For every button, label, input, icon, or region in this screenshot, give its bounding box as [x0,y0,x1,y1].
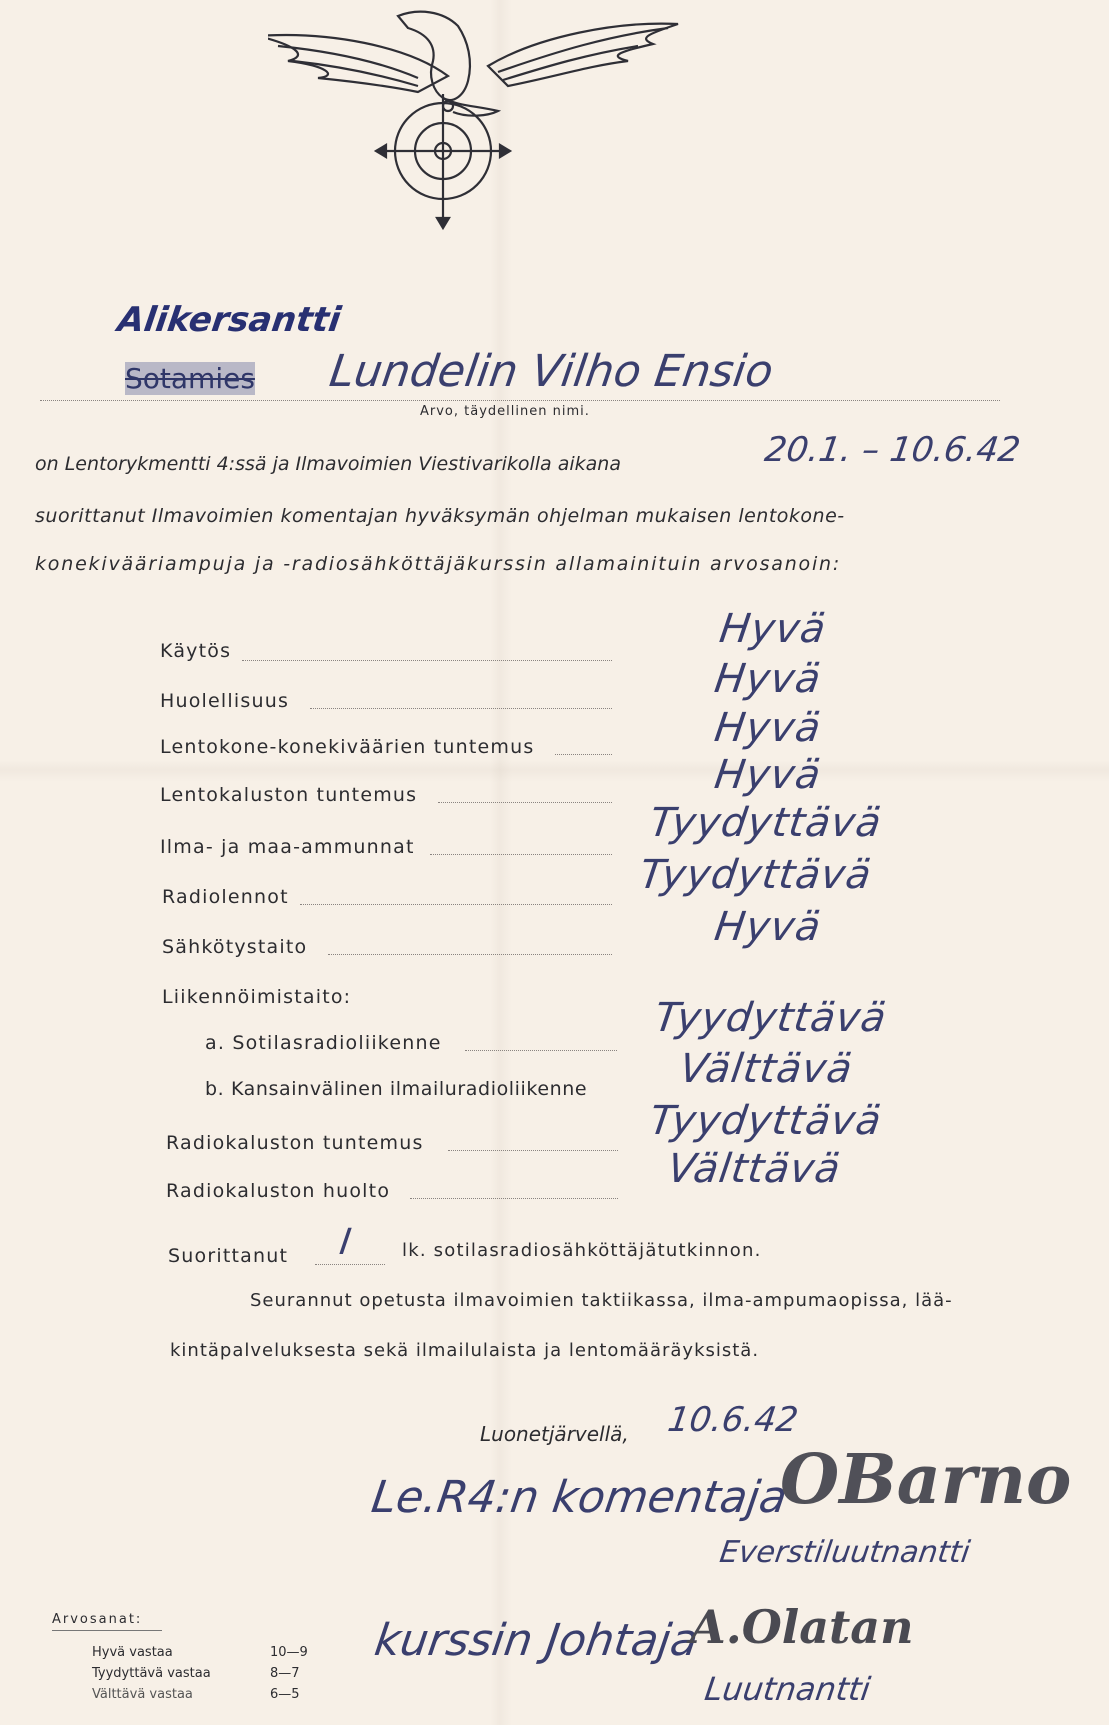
followed-line-1: Seurannut opetusta ilmavoimien taktiikassa, ilma-ampumaopissa, lää- [250,1290,953,1311]
signature-rank-commander: Everstiluutnantti [717,1535,973,1570]
grade-value-carefulness: Hyvä [711,656,825,702]
scale-range-passable: 6—5 [270,1687,300,1702]
grade-label-aircraft-knowledge: Lentokaluston tuntemus [160,784,418,806]
grade-label-radio-flights: Radiolennot [162,886,289,908]
scale-underline [52,1630,162,1631]
traffic-label-military: a. Sotilasradioliikenne [205,1032,442,1054]
intro-line-3: konekivääriampuja ja -radiosähköttäjäkurssin allamainituin arvosanoin: [35,553,842,575]
grade-dots [465,1050,617,1051]
name-caption: Arvo, täydellinen nimi. [420,404,590,419]
signature-title-commander: Le.R4:n komentaja [368,1472,791,1523]
grade-label-mg-knowledge: Lentokone-konekiväärien tuntemus [160,736,535,758]
grade-dots [438,802,612,803]
grade-dots [430,854,612,855]
grade-value-telegraphy: Hyvä [711,904,825,950]
grade-dots [555,754,612,755]
intro-line-1: on Lentorykmentti 4:ssä ja Ilmavoimien Viestivarikolla aikana [35,453,621,475]
grade-value-radio-flights: Tyydyttävä [636,852,875,898]
grade-dots [328,954,612,955]
grade-value-radio-maintenance: Välttävä [664,1146,844,1192]
scale-heading: Arvosanat: [52,1612,143,1627]
traffic-value-military: Tyydyttävä [651,995,890,1041]
signature-rank-course-leader: Luutnantti [702,1670,873,1708]
scale-label-good: Hyvä vastaa [92,1645,173,1660]
grade-dots [410,1198,618,1199]
grade-label-telegraphy: Sähkötystaito [162,936,308,958]
grade-value-conduct: Hyvä [716,606,830,652]
grade-dots [300,904,612,905]
scale-label-passable: Välttävä vastaa [92,1687,193,1702]
grade-dots [448,1150,618,1151]
followed-line-2: kintäpalveluksesta sekä ilmailulaista ja lentomääräyksistä. [170,1340,760,1361]
grade-label-carefulness: Huolellisuus [160,690,290,712]
scale-range-good: 10—9 [270,1645,308,1660]
completed-class-handwritten: I [337,1222,354,1263]
scale-label-satisfactory: Tyydyttävä vastaa [92,1666,211,1681]
traffic-value-international: Välttävä [676,1046,856,1092]
grade-label-shooting: Ilma- ja maa-ammunnat [160,836,415,858]
air-force-eagle-emblem-icon [268,6,748,236]
completed-prefix: Suorittanut [168,1245,289,1267]
full-name-handwritten: Lundelin Vilho Ensio [326,346,777,397]
rank-crossed-out: Sotamies [125,362,255,395]
grade-label-radio-maintenance: Radiokaluston huolto [166,1180,391,1202]
grade-value-mg-knowledge: Hyvä [711,705,825,751]
class-dotted-line [315,1264,385,1265]
name-dotted-line [40,400,1000,401]
grade-value-shooting: Tyydyttävä [646,800,885,846]
grade-label-radio-equipment: Radiokaluston tuntemus [166,1132,424,1154]
place: Luonetjärvellä, [480,1422,629,1446]
signature-title-course-leader: kurssin Johtaja [371,1615,702,1666]
period-handwritten: 20.1. – 10.6.42 [762,430,1023,470]
grade-label-conduct: Käytös [160,640,232,662]
rank-added-handwritten: Alikersantti [115,300,344,340]
signature-course-leader: A.Olatan [690,1600,914,1654]
grade-value-aircraft-knowledge: Hyvä [711,752,825,798]
grade-dots [310,708,612,709]
traffic-label-international: b. Kansainvälinen ilmailuradioliikenne [205,1078,588,1100]
traffic-heading: Liikennöimistaito: [162,986,352,1008]
grade-value-radio-equipment: Tyydyttävä [646,1098,885,1144]
date-handwritten: 10.6.42 [665,1400,801,1440]
intro-line-2: suorittanut Ilmavoimien komentajan hyväksymän ohjelman mukaisen lentokone- [35,505,845,527]
signature-commander: OBarno [780,1440,1072,1520]
completed-suffix: lk. sotilasradiosähköttäjätutkinnon. [402,1240,762,1261]
scale-range-satisfactory: 8—7 [270,1666,300,1681]
grade-dots [242,660,612,661]
